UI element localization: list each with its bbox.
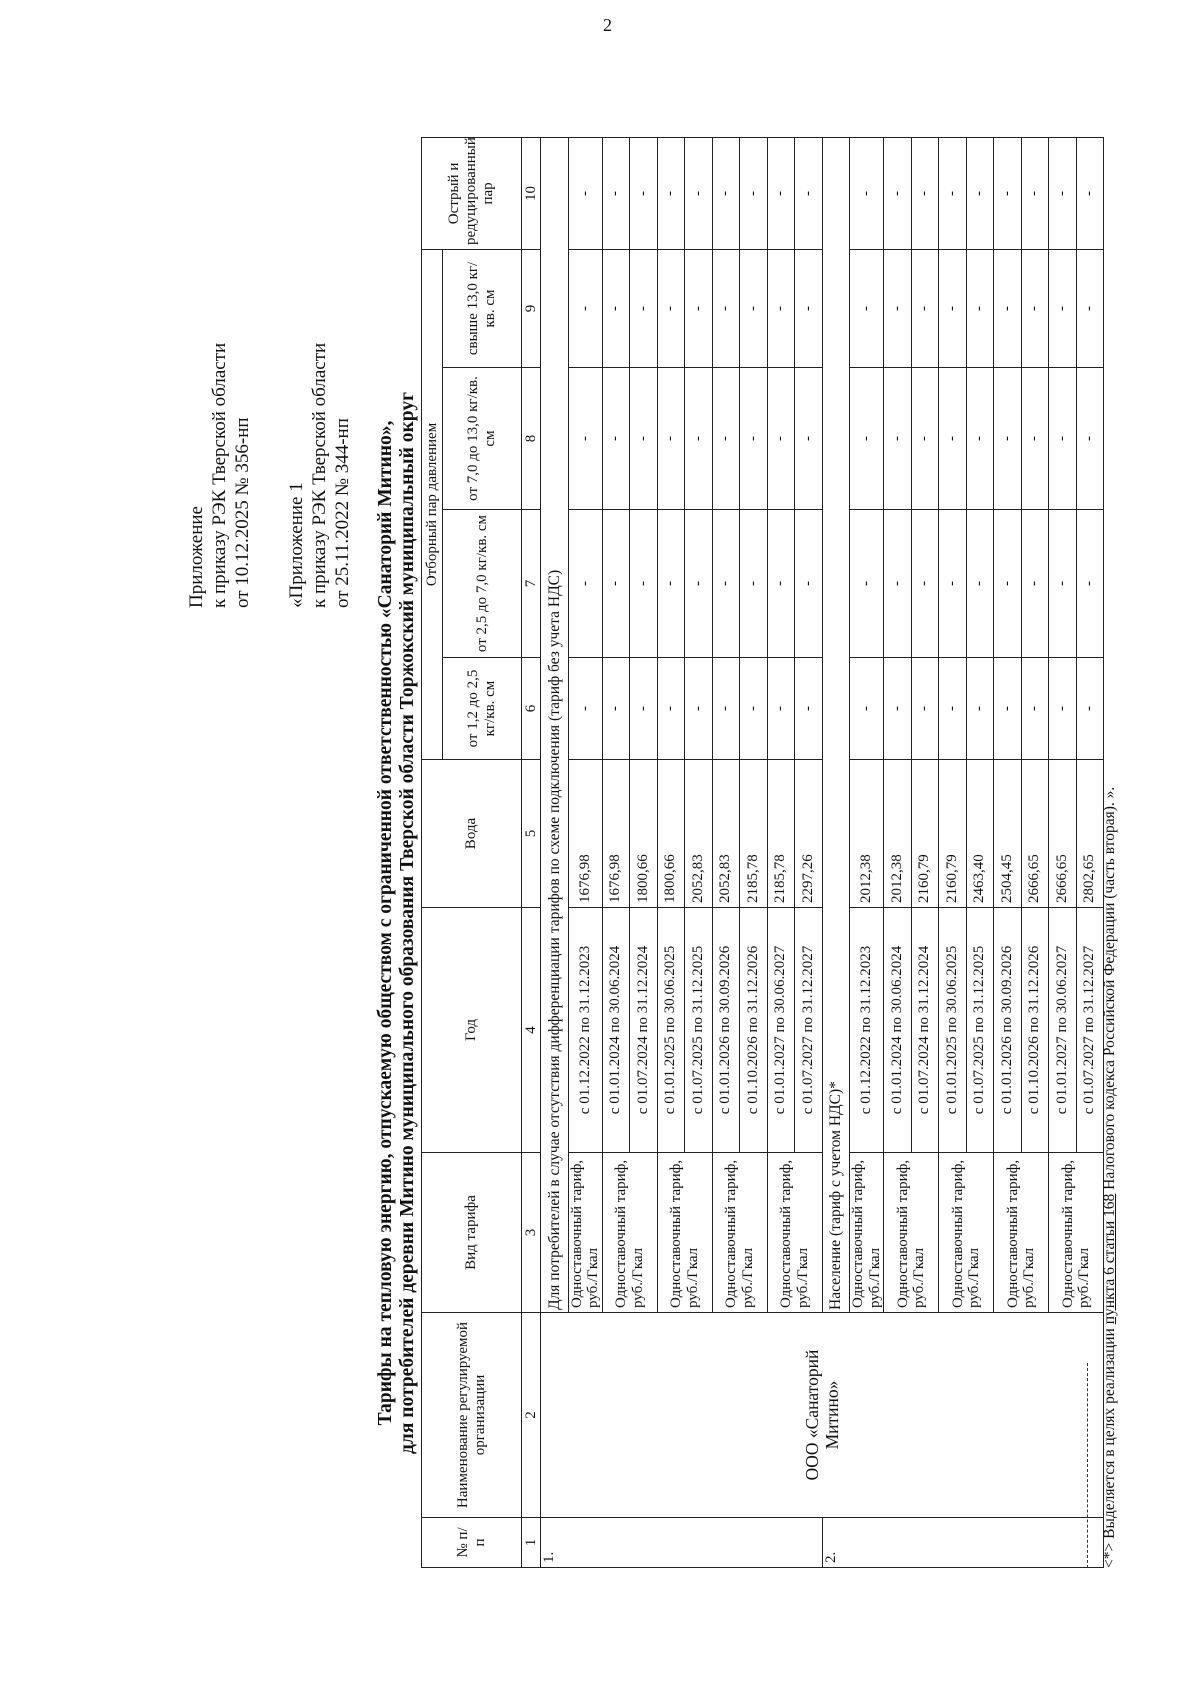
- empty-value-dash: -: [568, 249, 602, 367]
- empty-value-dash: -: [966, 658, 994, 760]
- empty-value-dash: -: [685, 249, 713, 367]
- empty-value-dash: -: [630, 658, 658, 760]
- tariff-kind: Одноставочный тариф, руб./Гкал: [712, 1153, 767, 1313]
- empty-value-dash: -: [602, 368, 630, 510]
- header-org: Наименование регулируемой организации: [422, 1313, 522, 1518]
- tariff-period: с 01.01.2027 по 30.06.2027: [1049, 908, 1077, 1153]
- tariff-period: с 01.07.2027 по 31.12.2027: [1076, 908, 1104, 1153]
- empty-value-dash: -: [685, 510, 713, 658]
- header-pressure-2: от 2,5 до 7,0 кг/кв. см: [443, 510, 522, 658]
- empty-value-dash: -: [1021, 510, 1049, 658]
- section-title: Для потребителей в случае отсутствия дифференциации тарифов по схеме подключения (тариф без учета НДС): [541, 137, 569, 1312]
- header-sharp-steam: Острый и редуцированный пар: [422, 137, 522, 249]
- empty-value-dash: -: [712, 249, 740, 367]
- water-tariff-value: 2160,79: [911, 760, 939, 908]
- column-index: 4: [522, 908, 541, 1153]
- column-index: 3: [522, 1153, 541, 1313]
- header-water: Вода: [422, 760, 522, 908]
- header-year: Год: [422, 908, 522, 1153]
- empty-value-dash: -: [884, 249, 912, 367]
- tariff-kind: Одноставочный тариф, руб./Гкал: [939, 1153, 994, 1313]
- section-row: [541, 137, 569, 1567]
- organization-name: ООО «Санаторий Митино»: [541, 1313, 1104, 1518]
- empty-value-dash: -: [850, 368, 884, 510]
- empty-value-dash: -: [685, 368, 713, 510]
- tariff-period: с 01.01.2026 по 30.09.2026: [712, 908, 740, 1153]
- empty-value-dash: -: [657, 658, 685, 760]
- empty-value-dash: -: [568, 658, 602, 760]
- empty-value-dash: -: [712, 137, 740, 249]
- empty-value-dash: -: [1049, 137, 1077, 249]
- empty-value-dash: -: [630, 249, 658, 367]
- empty-value-dash: -: [1076, 368, 1104, 510]
- column-index: 9: [522, 249, 541, 367]
- empty-value-dash: -: [767, 510, 795, 658]
- empty-value-dash: -: [740, 658, 768, 760]
- empty-value-dash: -: [1021, 137, 1049, 249]
- empty-value-dash: -: [966, 510, 994, 658]
- water-tariff-value: 2012,38: [884, 760, 912, 908]
- water-tariff-value: 2463,40: [966, 760, 994, 908]
- tariff-table: [421, 137, 1104, 1568]
- empty-value-dash: -: [1076, 249, 1104, 367]
- empty-value-dash: -: [602, 510, 630, 658]
- footnote-separator: [1087, 1363, 1088, 1568]
- tariff-kind: Одноставочный тариф, руб./Гкал: [850, 1153, 884, 1313]
- empty-value-dash: -: [568, 510, 602, 658]
- column-index: 7: [522, 510, 541, 658]
- document-title-line: для потребителей деревни Митино муниципального образования Тверской области Торжокский муниципальный округ: [397, 392, 418, 1454]
- appendix-header-line: к приказу РЭК Тверской области: [209, 342, 230, 608]
- empty-value-dash: -: [1076, 658, 1104, 760]
- water-tariff-value: 1800,66: [630, 760, 658, 908]
- empty-value-dash: -: [602, 658, 630, 760]
- section-number: 2.: [822, 1518, 1104, 1568]
- tariff-kind: Одноставочный тариф, руб./Гкал: [657, 1153, 712, 1313]
- document-title-line: Тарифы на тепловую энергию, отпускаемую обществом с ограниченной ответственностью «Санаторий Митино»,: [375, 420, 396, 1426]
- empty-value-dash: -: [966, 137, 994, 249]
- empty-value-dash: -: [1021, 658, 1049, 760]
- empty-value-dash: -: [884, 368, 912, 510]
- empty-value-dash: -: [795, 249, 823, 367]
- column-index: 2: [522, 1313, 541, 1518]
- empty-value-dash: -: [850, 137, 884, 249]
- water-tariff-value: 2185,78: [740, 760, 768, 908]
- empty-value-dash: -: [994, 368, 1022, 510]
- empty-value-dash: -: [630, 368, 658, 510]
- empty-value-dash: -: [767, 368, 795, 510]
- page-number: 2: [603, 15, 612, 35]
- tariff-period: с 01.01.2024 по 30.06.2024: [884, 908, 912, 1153]
- empty-value-dash: -: [602, 137, 630, 249]
- water-tariff-value: 2666,65: [1021, 760, 1049, 908]
- empty-value-dash: -: [1049, 249, 1077, 367]
- empty-value-dash: -: [939, 510, 967, 658]
- empty-value-dash: -: [884, 137, 912, 249]
- original-appendix-header-line: «Приложение 1: [286, 482, 307, 608]
- original-appendix-header: [285, 343, 354, 608]
- empty-value-dash: -: [657, 368, 685, 510]
- header-num: № п/ п: [422, 1518, 522, 1568]
- empty-value-dash: -: [850, 510, 884, 658]
- empty-value-dash: -: [966, 368, 994, 510]
- tariff-period: с 01.01.2025 по 30.06.2025: [657, 908, 685, 1153]
- tariff-period: с 01.01.2027 по 30.06.2027: [767, 908, 795, 1153]
- empty-value-dash: -: [568, 368, 602, 510]
- empty-value-dash: -: [795, 510, 823, 658]
- tariff-period: с 01.01.2024 по 30.06.2024: [602, 908, 630, 1153]
- water-tariff-value: 2802,65: [1076, 760, 1104, 908]
- empty-value-dash: -: [939, 368, 967, 510]
- empty-value-dash: -: [994, 510, 1022, 658]
- empty-value-dash: -: [884, 510, 912, 658]
- empty-value-dash: -: [740, 510, 768, 658]
- empty-value-dash: -: [685, 658, 713, 760]
- column-index: 1: [522, 1518, 541, 1568]
- water-tariff-value: 1676,98: [568, 760, 602, 908]
- empty-value-dash: -: [1021, 368, 1049, 510]
- empty-value-dash: -: [1021, 249, 1049, 367]
- rotated-document-body: [35, 48, 1165, 1648]
- column-index: 6: [522, 658, 541, 760]
- appendix-header-line: от 10.12.2025 № 356-нп: [232, 417, 253, 608]
- water-tariff-value: 2012,38: [850, 760, 884, 908]
- header-steam-group: Отборный пар давлением: [422, 249, 443, 759]
- tariff-kind: Одноставочный тариф, руб./Гкал: [602, 1153, 657, 1313]
- empty-value-dash: -: [740, 249, 768, 367]
- water-tariff-value: 2160,79: [939, 760, 967, 908]
- empty-value-dash: -: [712, 658, 740, 760]
- empty-value-dash: -: [740, 368, 768, 510]
- empty-value-dash: -: [1049, 658, 1077, 760]
- empty-value-dash: -: [685, 137, 713, 249]
- water-tariff-value: 2666,65: [1049, 760, 1077, 908]
- tariff-kind: Одноставочный тариф, руб./Гкал: [767, 1153, 822, 1313]
- empty-value-dash: -: [884, 658, 912, 760]
- water-tariff-value: 2052,83: [685, 760, 713, 908]
- tariff-kind: Одноставочный тариф, руб./Гкал: [884, 1153, 939, 1313]
- empty-value-dash: -: [939, 249, 967, 367]
- tariff-kind: Одноставочный тариф, руб./Гкал: [1049, 1153, 1104, 1313]
- header-pressure-3: от 7,0 до 13,0 кг/кв. см: [443, 368, 522, 510]
- empty-value-dash: -: [795, 658, 823, 760]
- empty-value-dash: -: [795, 368, 823, 510]
- tariff-period: с 01.10.2026 по 31.12.2026: [1021, 908, 1049, 1153]
- empty-value-dash: -: [1049, 510, 1077, 658]
- tariff-period: с 01.07.2025 по 31.12.2025: [966, 908, 994, 1153]
- empty-value-dash: -: [657, 510, 685, 658]
- header-pressure-1: от 1,2 до 2,5 кг/кв. см: [443, 658, 522, 760]
- empty-value-dash: -: [911, 658, 939, 760]
- water-tariff-value: 1676,98: [602, 760, 630, 908]
- tariff-period: с 01.12.2022 по 31.12.2023: [850, 908, 884, 1153]
- water-tariff-value: 2297,26: [795, 760, 823, 908]
- header-pressure-4: свыше 13,0 кг/кв. см: [443, 249, 522, 367]
- empty-value-dash: -: [1076, 510, 1104, 658]
- empty-value-dash: -: [767, 137, 795, 249]
- empty-value-dash: -: [767, 249, 795, 367]
- column-index: 10: [522, 137, 541, 249]
- empty-value-dash: -: [850, 249, 884, 367]
- empty-value-dash: -: [712, 368, 740, 510]
- empty-value-dash: -: [911, 249, 939, 367]
- appendix-header-line: Приложение: [186, 506, 207, 608]
- tariff-period: с 01.01.2026 по 30.09.2026: [994, 908, 1022, 1153]
- empty-value-dash: -: [657, 249, 685, 367]
- empty-value-dash: -: [966, 249, 994, 367]
- tariff-period: с 01.07.2024 по 31.12.2024: [630, 908, 658, 1153]
- footnote-prefix: <*> Выделяется в целях реализации: [1101, 1324, 1118, 1568]
- appendix-header: [185, 343, 254, 608]
- tariff-period: с 01.01.2025 по 30.06.2025: [939, 908, 967, 1153]
- empty-value-dash: -: [911, 510, 939, 658]
- water-tariff-value: 1800,66: [657, 760, 685, 908]
- water-tariff-value: 2185,78: [767, 760, 795, 908]
- empty-value-dash: -: [767, 658, 795, 760]
- empty-value-dash: -: [939, 658, 967, 760]
- column-index: 5: [522, 760, 541, 908]
- empty-value-dash: -: [1049, 368, 1077, 510]
- tariff-table-body: [541, 137, 1104, 1567]
- section-number: 1.: [541, 1518, 823, 1568]
- empty-value-dash: -: [994, 137, 1022, 249]
- empty-value-dash: -: [712, 510, 740, 658]
- empty-value-dash: -: [994, 249, 1022, 367]
- tariff-period: с 01.07.2025 по 31.12.2025: [685, 908, 713, 1153]
- empty-value-dash: -: [1076, 137, 1104, 249]
- empty-value-dash: -: [911, 137, 939, 249]
- tariff-kind: Одноставочный тариф, руб./Гкал: [568, 1153, 602, 1313]
- empty-value-dash: -: [740, 137, 768, 249]
- water-tariff-value: 2504,45: [994, 760, 1022, 908]
- tariff-period: с 01.07.2024 по 31.12.2024: [911, 908, 939, 1153]
- empty-value-dash: -: [911, 368, 939, 510]
- empty-value-dash: -: [939, 137, 967, 249]
- original-appendix-header-line: к приказу РЭК Тверской области: [309, 342, 330, 608]
- original-appendix-header-line: от 25.11.2022 № 344-нп: [332, 418, 353, 608]
- tariff-period: с 01.12.2022 по 31.12.2023: [568, 908, 602, 1153]
- empty-value-dash: -: [630, 137, 658, 249]
- footnote-legal-reference: пункта 6 статьи 168: [1101, 1193, 1118, 1325]
- empty-value-dash: -: [795, 137, 823, 249]
- empty-value-dash: -: [657, 137, 685, 249]
- document-title: [375, 198, 419, 1648]
- tariff-period: с 01.10.2026 по 31.12.2026: [740, 908, 768, 1153]
- footnote: [1101, 787, 1119, 1568]
- column-index: 8: [522, 368, 541, 510]
- footnote-suffix: Налогового кодекса Российской Федерации (часть вторая). ».: [1101, 786, 1118, 1194]
- empty-value-dash: -: [602, 249, 630, 367]
- tariff-period: с 01.07.2027 по 31.12.2027: [795, 908, 823, 1153]
- water-tariff-value: 2052,83: [712, 760, 740, 908]
- empty-value-dash: -: [850, 658, 884, 760]
- empty-value-dash: -: [994, 658, 1022, 760]
- empty-value-dash: -: [630, 510, 658, 658]
- header-kind: Вид тарифа: [422, 1153, 522, 1313]
- section-title: Население (тариф с учетом НДС)*: [822, 137, 850, 1312]
- empty-value-dash: -: [568, 137, 602, 249]
- tariff-kind: Одноставочный тариф, руб./Гкал: [994, 1153, 1049, 1313]
